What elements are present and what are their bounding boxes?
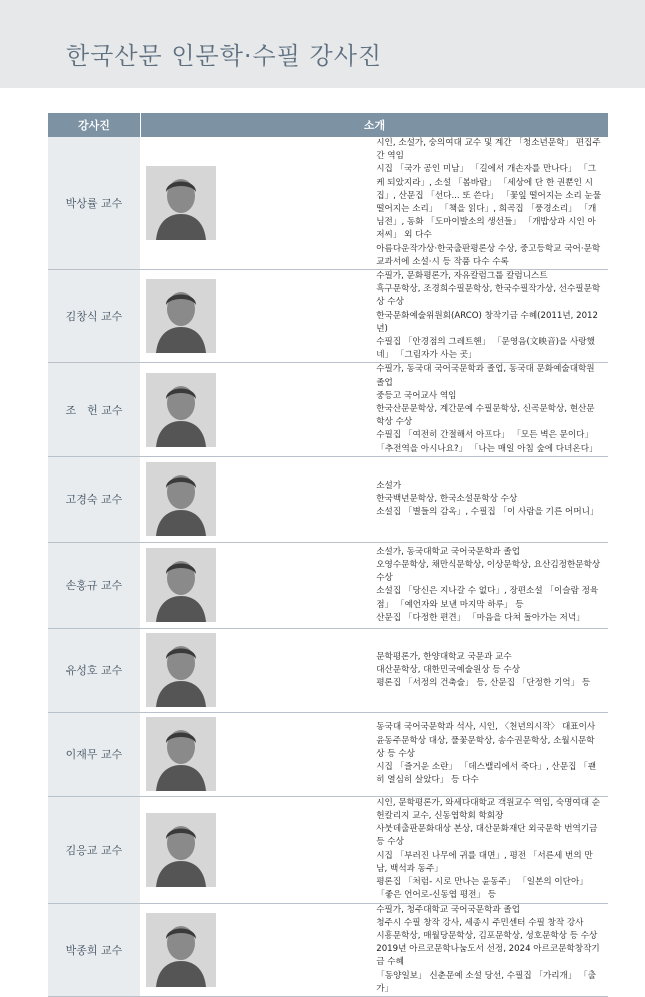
- lecturer-description: [374, 542, 608, 628]
- description-line: 소설집 「별들의 감옥」, 수필집 「이 사람을 기른 어머니」: [376, 506, 599, 517]
- description-line: 소설가, 동국대학교 국어국문학과 졸업: [376, 546, 521, 557]
- lecturer-photo-cell: [141, 542, 375, 628]
- lecturer-photo-cell: [141, 628, 375, 712]
- lecturer-name: 고경숙 교수: [48, 456, 141, 542]
- lecturer-photo-cell: [141, 137, 375, 270]
- lecturer-name: 김응교 교수: [48, 796, 141, 903]
- description-line: 시집 「국가 공인 미남」 「길에서 개손자를 만나다」 「그케 되았지라」, 소설 「봄바람」 「세상에 단 한 권뿐인 시집」, 산문집 「선다... 또 쓴다」 「꽃잎 떨어지는 소리 눈물 떨어지는 소리」 「책을 읽다」, 희곡집 「풍경소리」 「개님전」, 동화 「도마이발소의 생선들」 「개밥상과 시인 아저씨」 외 다수: [376, 164, 602, 241]
- description-line: 평론집 「서정의 건축술」 등, 산문집 「단정한 기억」 등: [376, 677, 591, 688]
- lecturer-photo: [146, 717, 216, 791]
- lecturer-photo-cell: [141, 270, 375, 363]
- lecturer-photo-cell: [141, 903, 375, 996]
- lecturer-name: 유성호 교수: [48, 628, 141, 712]
- lecturer-photo: [146, 373, 216, 447]
- description-line: 윤동주문학상 대상, 풀꽃문학상, 송수권문학상, 소월시문학상 등 수상: [376, 735, 595, 759]
- lecturer-photo: [146, 279, 216, 353]
- table-row: [48, 796, 608, 903]
- description-line: 문학평론가, 한양대학교 국문과 교수: [376, 651, 512, 662]
- lecturer-name: 박종희 교수: [48, 903, 141, 996]
- lecturer-table: [48, 113, 608, 997]
- table-row: [48, 270, 608, 363]
- description-line: 수필집 「안경점의 그레트헨」 「문영음(文映音)을 사랑했네」 「그림자가 사는 곳」: [376, 337, 595, 361]
- description-line: 아름다운작가상·한국출판평론상 수상, 중고등학교 국어·문학 교과서에 소설·시 등 작품 다수 수록: [376, 243, 601, 267]
- lecturer-name: 손홍규 교수: [48, 542, 141, 628]
- description-line: 동국대 국어국문학과 석사, 시인, 〈천년의시작〉 대표이사: [376, 722, 596, 733]
- description-line: 평론집 「처럼- 시로 만나는 윤동주」 「일본의 이단아」 「좋은 언어로-신동엽 평전」 등: [376, 877, 588, 901]
- lecturer-name: 이재무 교수: [48, 712, 141, 796]
- table-header-row: [48, 113, 608, 137]
- lecturer-photo-cell: [141, 456, 375, 542]
- lecturer-photo-cell: [141, 796, 375, 903]
- description-line: 수필가, 동국대 국어국문학과 졸업, 동국대 문화예술대학원 졸업: [376, 364, 595, 388]
- description-line: 2019년 아르코문학나눔도서 선정, 2024 아르코문학창작기금 수혜: [376, 944, 600, 968]
- header-lecturer: 강사진: [48, 113, 141, 137]
- description-line: 한국백년문학상, 한국소설문학상 수상: [376, 493, 518, 504]
- table-row: [48, 542, 608, 628]
- lecturer-description: [374, 270, 608, 363]
- description-line: 수필가, 청주대학교 국어국문학과 졸업: [376, 904, 521, 915]
- table-row: [48, 363, 608, 456]
- lecturer-description: [374, 796, 608, 903]
- description-line: 한국산문문학상, 계간문예 수필문학상, 신곡문학상, 현산문학상 수상: [376, 404, 595, 428]
- lecturer-photo: [146, 913, 216, 987]
- lecturer-description: [374, 456, 608, 542]
- table-row: [48, 628, 608, 712]
- description-line: 시흥문학상, 매월당문학상, 김포문학상, 성호문학상 등 수상: [376, 930, 598, 941]
- lecturer-description: [374, 363, 608, 456]
- lecturer-description: [374, 712, 608, 796]
- description-line: 산문집 「다정한 편견」 「마음을 다쳐 돌아가는 저녁」: [376, 612, 585, 623]
- description-line: 청주시 수필 창작 강사, 세종시 주민센터 수필 창작 강사: [376, 917, 584, 928]
- lecturer-description: [374, 903, 608, 996]
- lecturer-photo: [146, 548, 216, 622]
- description-line: 사붓데출판문화대상 본상, 대산문화재단 외국문학 번역기금 등 수상: [376, 824, 598, 848]
- description-line: 시집 「부러진 나무에 귀를 대면」, 평전 「서른세 번의 만남, 백석과 동주」: [376, 850, 593, 874]
- lecturer-photo: [146, 813, 216, 887]
- lecturer-photo: [146, 166, 216, 240]
- description-line: 「동양일보」 신춘문예 소설 당선, 수필집 「가리개」 「출가」: [376, 970, 597, 994]
- lecturer-photo: [146, 633, 216, 707]
- lecturer-name: 박상률 교수: [48, 137, 141, 270]
- page-title: 한국산문 인문학·수필 강사진: [66, 42, 383, 70]
- description-line: 시인, 소설가, 숭의여대 교수 및 계간 「청소년문학」 편집주간 역임: [376, 138, 601, 162]
- description-line: 흑구문학상, 조경희수필문학상, 한국수필작가상, 선수필문학상 수상: [376, 284, 601, 308]
- description-line: 수필집 「여전히 간절해서 아프다」 「모든 벽은 문이다」 「추전역을 아시나요?」 「나는 매일 아침 숲에 다녀온다」: [376, 430, 598, 454]
- lecturer-photo: [146, 462, 216, 536]
- description-line: 한국문화예술위원회(ARCO) 창작기금 수혜(2011년, 2012년): [376, 310, 598, 334]
- description-line: 중등고 국어교사 역임: [376, 390, 457, 401]
- lecturer-photo-cell: [141, 363, 375, 456]
- lecturer-name: 조 헌 교수: [48, 363, 141, 456]
- lecturer-description: [374, 628, 608, 712]
- table-row: [48, 456, 608, 542]
- description-line: 소설가: [376, 480, 402, 491]
- table-row: [48, 137, 608, 270]
- description-line: 소설집 「당신은 지나갈 수 없다」, 장편소설 「이슬람 정육점」 「예언자와 보낸 마지막 하루」 등: [376, 586, 599, 610]
- lecturer-name: 김창식 교수: [48, 270, 141, 363]
- description-line: 오영수문학상, 채만식문학상, 이상문학상, 요산김정한문학상 수상: [376, 559, 601, 584]
- header-introduction: 소개: [141, 113, 609, 137]
- description-line: 시집 「즐거운 소란」 「데스밸리에서 죽다」, 산문집 「괜히 열심히 살았다」 등 다수: [376, 761, 597, 786]
- description-line: 수필가, 문화평론가, 자유칼럼그룹 칼럼니스트: [376, 271, 548, 282]
- table-row: [48, 712, 608, 796]
- description-line: 시인, 문학평론가, 와세다대학교 객원교수 역임, 숙명여대 순헌칼리지 교수, 신동엽학회 학회장: [376, 797, 601, 822]
- lecturer-photo-cell: [141, 712, 375, 796]
- description-line: 대산문학상, 대한민국예술원상 등 수상: [376, 664, 521, 675]
- title-banner: [0, 0, 645, 88]
- table-row: [48, 903, 608, 996]
- lecturer-description: [374, 137, 608, 270]
